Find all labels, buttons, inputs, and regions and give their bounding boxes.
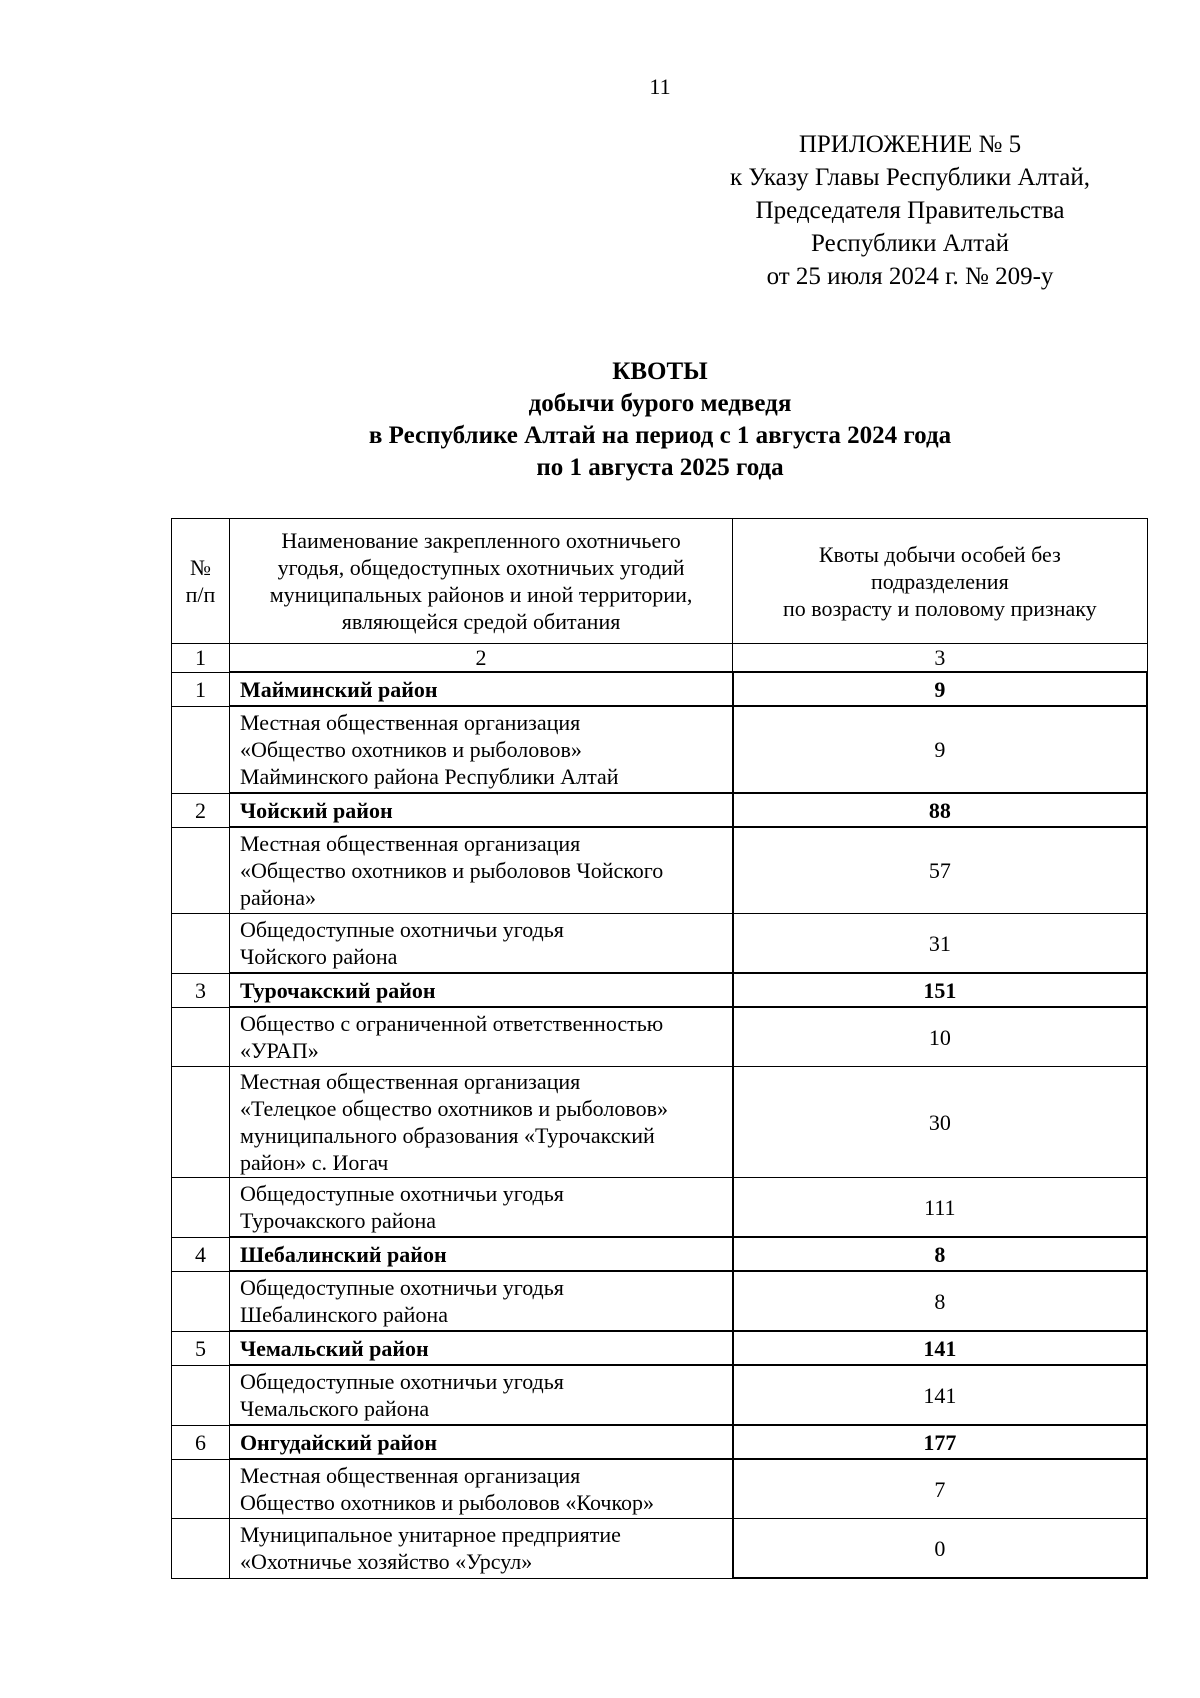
district-row [172,973,1148,1007]
header-name-line: Наименование закрепленного охотничьего [281,528,681,553]
header-name-line: угодья, общедоступных охотничьих угодий [277,555,685,580]
row-quota: 151 [733,973,1147,1007]
row-name [229,672,732,706]
title-line: КВОТЫ [612,358,708,385]
row-name-line: Местная общественная организация [239,831,581,856]
row-number [172,1067,230,1178]
row-name-line: Местная общественная организация [239,1463,581,1488]
row-name [229,1365,732,1425]
row-number [172,1459,230,1519]
appendix-line: к Указу Главы Республики Алтай, [729,164,1090,191]
table-row [172,706,1148,793]
district-row [172,1425,1148,1459]
row-name [229,1067,732,1178]
document-title [0,356,1200,484]
table-header-row [172,519,1148,644]
row-number [172,1365,230,1425]
appendix-block [690,128,1130,293]
row-name-line: «Охотничье хозяйство «Урсул» [239,1549,533,1575]
row-name-line: «УРАП» [239,1038,319,1063]
row-quota: 177 [733,1425,1147,1459]
row-quota: 9 [733,706,1147,793]
row-name-line: Общедоступные охотничьи угодья [239,1181,564,1206]
row-number: 6 [172,1425,230,1459]
row-name [229,973,732,1007]
row-name [229,1459,732,1519]
row-number: 1 [172,672,230,706]
row-name [229,1271,732,1331]
table-row [172,1007,1148,1067]
row-name-line: Общедоступные охотничьи угодья [239,917,564,942]
row-number [172,827,230,914]
header-name [229,519,732,644]
table-row [172,1178,1148,1238]
table-row [172,827,1148,914]
row-quota: 57 [733,827,1147,914]
row-name-line: Чемальского района [239,1396,430,1421]
row-name [229,1331,732,1365]
row-name-line: Местная общественная организация [239,1069,581,1094]
row-number [172,1271,230,1331]
row-name [229,1237,732,1271]
row-name-line: Шебалинского района [239,1302,448,1327]
column-index-cell: 2 [229,644,732,673]
district-row [172,1331,1148,1365]
row-name-line: Чойского района [239,944,398,969]
row-quota: 141 [733,1365,1147,1425]
table-row [172,1459,1148,1519]
row-name-line: муниципального образования «Турочакский [239,1123,655,1148]
row-quota: 0 [733,1519,1147,1579]
row-number: 3 [172,973,230,1007]
row-name-line: района» [239,885,317,910]
row-name [229,793,732,827]
appendix-line: Республики Алтай [811,230,1009,257]
header-name-line: являющейся средой обитания [341,609,621,634]
row-quota: 30 [733,1067,1147,1178]
column-index-cell: 1 [172,644,230,673]
page-number: 11 [649,74,671,99]
title-line: по 1 августа 2025 года [536,454,784,481]
header-name-line: муниципальных районов и иной территории, [269,582,693,607]
row-name-line: «Телецкое общество охотников и рыболовов» [239,1096,668,1121]
row-name-line: Турочакского района [239,1208,437,1233]
table-row [172,1271,1148,1331]
row-quota: 8 [733,1237,1147,1271]
row-name-line: Чемальский район [239,1335,429,1361]
row-name-line: Шебалинский район [239,1241,447,1267]
header-num [172,519,230,644]
title-line: добычи бурого медведя [528,390,792,417]
table-row [172,1365,1148,1425]
row-quota: 10 [733,1007,1147,1067]
row-name-line: Чойский район [239,797,393,823]
appendix-line: Председателя Правительства [755,197,1065,224]
row-name-line: Общество с ограниченной ответственностью [239,1011,664,1036]
row-quota: 88 [733,793,1147,827]
row-quota: 111 [733,1178,1147,1238]
row-quota: 141 [733,1331,1147,1365]
row-number: 5 [172,1331,230,1365]
row-quota: 8 [733,1271,1147,1331]
row-quota: 31 [733,914,1147,974]
row-name-line: Муниципальное унитарное предприятие [239,1522,621,1548]
row-name-line: Майминского района Республики Алтай [239,764,619,789]
row-name-line: Общедоступные охотничьи угодья [239,1369,564,1394]
row-number [172,914,230,974]
row-quota: 7 [733,1459,1147,1519]
row-name [229,1519,732,1579]
row-number: 4 [172,1237,230,1271]
row-name-line: район» с. Иогач [239,1150,389,1175]
row-name [229,1178,732,1238]
row-name-line: Онгудайский район [239,1429,438,1455]
column-index-row [172,644,1148,673]
district-row [172,1237,1148,1271]
table-row [172,914,1148,974]
row-name-line: Майминский район [239,676,438,702]
appendix-line: от 25 июля 2024 г. № 209-у [766,263,1054,290]
header-num-line: п/п [185,582,216,607]
row-quota: 9 [733,672,1147,706]
table-body [172,672,1148,1578]
quota-table [171,518,1148,1579]
row-name [229,706,732,793]
district-row [172,672,1148,706]
title-line: в Республике Алтай на период с 1 августа 2024 года [368,422,952,449]
row-number: 2 [172,793,230,827]
row-number [172,1007,230,1067]
row-name [229,827,732,914]
row-name-line: Турочакский район [239,977,436,1003]
table-row [172,1067,1148,1178]
row-number [172,1178,230,1238]
row-name-line: Местная общественная организация [239,710,581,735]
row-name [229,1007,732,1067]
appendix-line: ПРИЛОЖЕНИЕ № 5 [798,131,1022,158]
row-number [172,706,230,793]
row-number [172,1519,230,1579]
header-num-line: № [189,555,211,580]
column-index-cell: 3 [733,644,1147,673]
header-quota [733,519,1147,644]
row-name-line: «Общество охотников и рыболовов» [239,737,582,762]
row-name [229,1425,732,1459]
district-row [172,793,1148,827]
row-name-line: Общество охотников и рыболовов «Кочкор» [239,1490,655,1515]
table-row [172,1519,1148,1579]
header-quota-line: подразделения [870,568,1009,594]
header-quota-line: по возрасту и половому признаку [782,595,1097,621]
row-name [229,914,732,974]
row-name-line: Общедоступные охотничьи угодья [239,1275,564,1300]
header-quota-line: Квоты добычи особей без [818,541,1061,567]
row-name-line: «Общество охотников и рыболовов Чойского [239,858,664,883]
